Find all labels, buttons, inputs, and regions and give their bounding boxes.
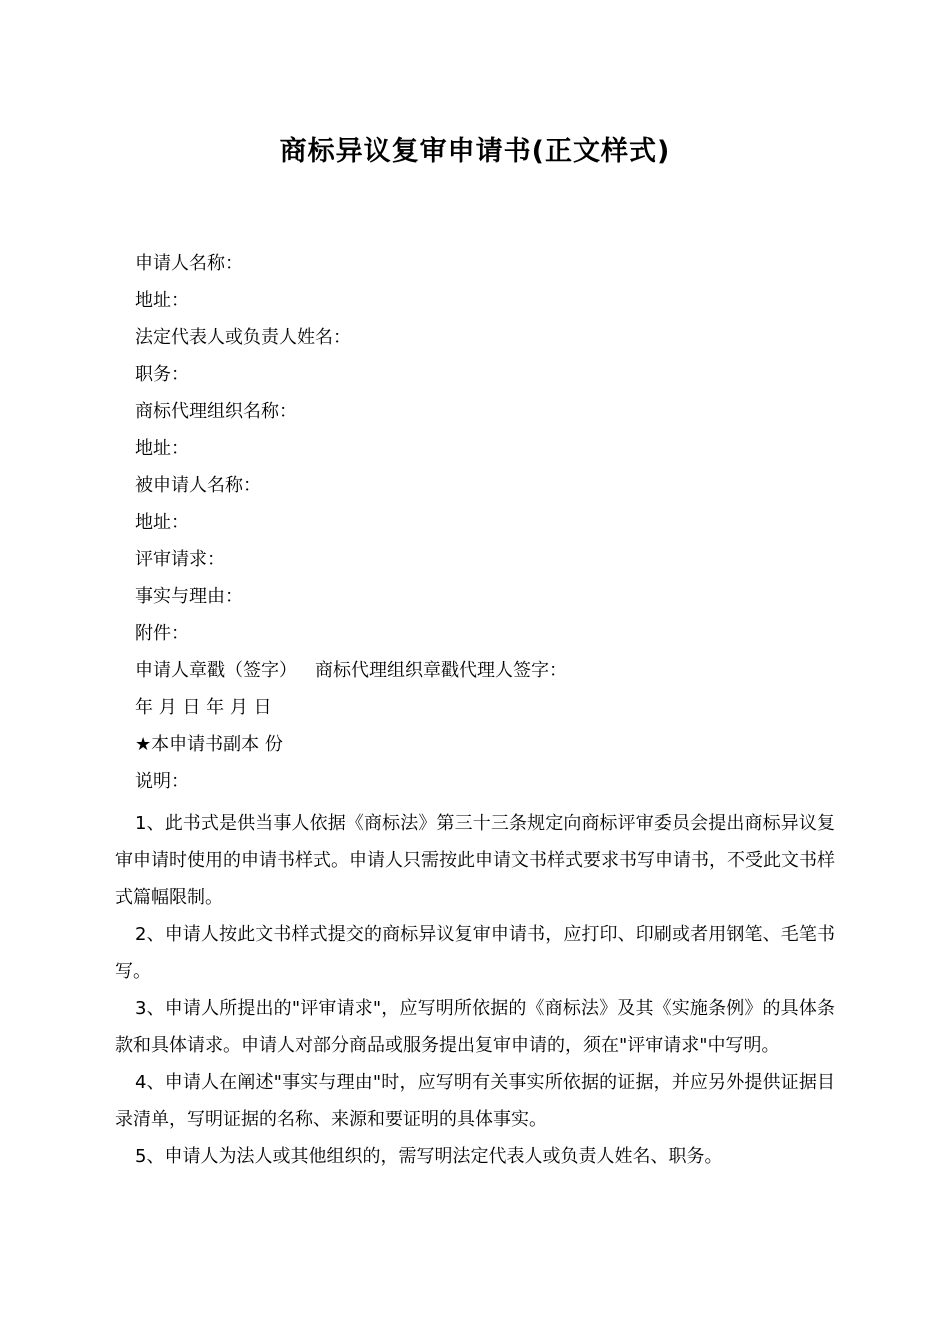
document-title: 商标异议复审申请书(正文样式) (279, 136, 671, 167)
applicant-seal-label: 申请人章戳（签字） (135, 660, 297, 681)
field-respondent-name: 被申请人名称： (135, 475, 261, 496)
note-item-5: 5、申请人为法人或其他组织的，需写明法定代表人或负责人姓名、职务。 (135, 1146, 723, 1167)
notes-heading: 说明： (135, 771, 189, 792)
field-attachments: 附件： (135, 623, 189, 644)
note-item-3: 3、申请人所提出的"评审请求"，应写明所依据的《商标法》及其《实施条例》的具体条款和具体请求。申请人对部分商品或服务提出复审申请的，须在"评审请求"中写明。 (115, 998, 835, 1056)
field-applicant-address: 地址： (135, 290, 189, 311)
field-applicant-name: 申请人名称： (135, 253, 243, 274)
note-item-2: 2、申请人按此文书样式提交的商标异议复审申请书，应打印、印刷或者用钢笔、毛笔书写。 (115, 924, 835, 982)
field-agency-address: 地址： (135, 438, 189, 459)
field-agency-name: 商标代理组织名称： (135, 401, 297, 422)
note-item-1: 1、此书式是供当事人依据《商标法》第三十三条规定向商标评审委员会提出商标异议复审申请时使用的申请书样式。申请人只需按此申请文书样式要求书写申请书，不受此文书样式篇幅限制。 (115, 813, 835, 908)
form-fields (135, 245, 855, 800)
notes-section (115, 805, 835, 1175)
field-facts-reasons: 事实与理由： (135, 586, 243, 607)
copies-line: ★本申请书副本 份 (135, 734, 283, 755)
date-line: 年 月 日 年 月 日 (135, 697, 272, 718)
field-legal-representative: 法定代表人或负责人姓名： (135, 327, 351, 348)
agent-seal-label: 商标代理组织章戳代理人签字： (315, 660, 567, 681)
signature-line (135, 652, 855, 689)
field-position: 职务： (135, 364, 189, 385)
field-review-request: 评审请求： (135, 549, 225, 570)
field-respondent-address: 地址： (135, 512, 189, 533)
note-item-4: 4、申请人在阐述"事实与理由"时，应写明有关事实所依据的证据，并应另外提供证据目录清单，写明证据的名称、来源和要证明的具体事实。 (115, 1072, 835, 1130)
